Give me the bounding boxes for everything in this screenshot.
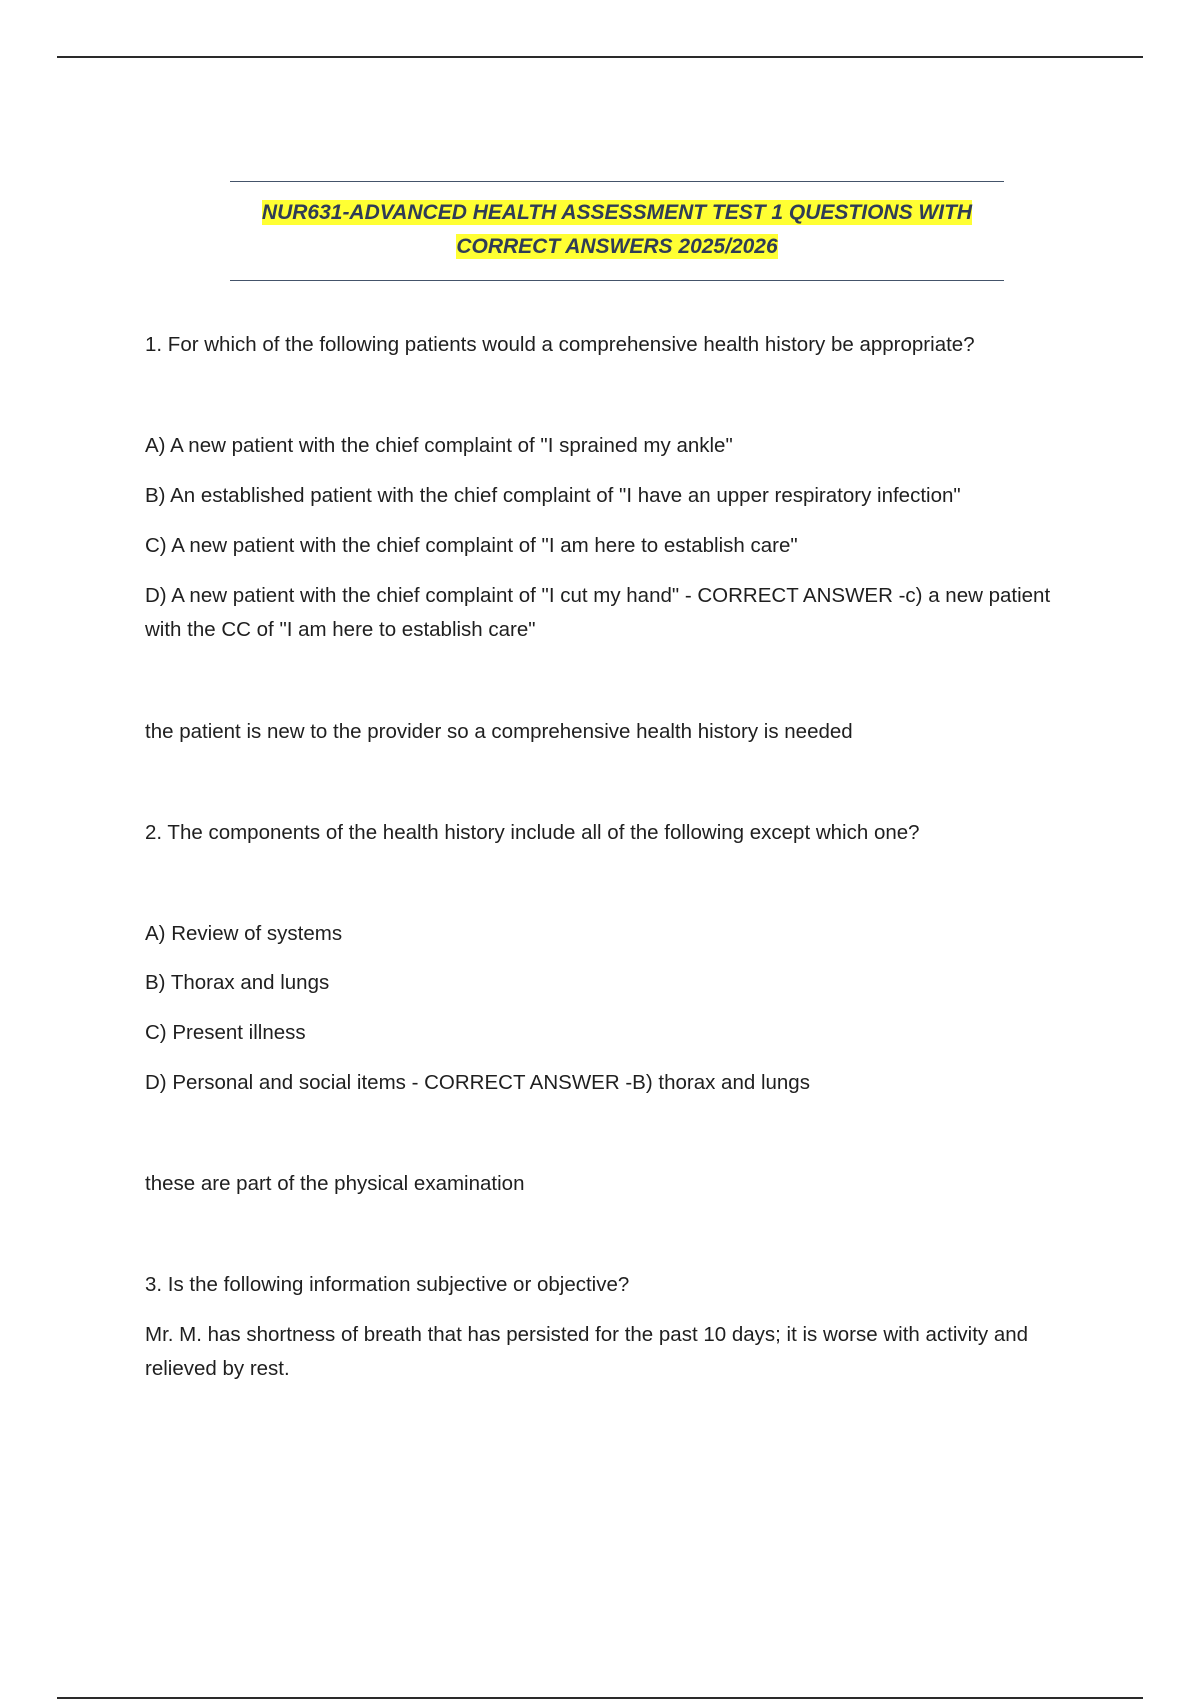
question-1-option-a: A) A new patient with the chief complaint of "I sprained my ankle"	[145, 434, 733, 457]
document-title-block	[230, 181, 1004, 281]
question-2-option-c: C) Present illness	[145, 1021, 306, 1044]
question-2-option-d-answer: D) Personal and social items - CORRECT ANSWER -B) thorax and lungs	[145, 1071, 810, 1094]
question-1-rationale: the patient is new to the provider so a comprehensive health history is needed	[145, 720, 853, 743]
page-top-rule	[57, 56, 1143, 58]
question-2-option-a: A) Review of systems	[145, 922, 343, 945]
question-1-text: 1. For which of the following patients would a comprehensive health history be appropriate?	[145, 333, 975, 356]
title-top-rule	[230, 181, 1004, 182]
question-3-text: 3. Is the following information subjective or objective?	[145, 1273, 630, 1296]
question-1-option-b: B) An established patient with the chief complaint of "I have an upper respiratory infection"	[145, 484, 961, 507]
question-3-stem: Mr. M. has shortness of breath that has persisted for the past 10 days; it is worse with activity and relieved by rest.	[145, 1323, 1029, 1380]
document-title	[230, 196, 1004, 264]
question-2-text: 2. The components of the health history include all of the following except which one?	[145, 821, 920, 844]
question-1-option-d-answer: D) A new patient with the chief complaint of "I cut my hand" - CORRECT ANSWER -c) a new patient with the CC of "I am here to establish care"	[145, 584, 1051, 641]
title-bottom-rule	[230, 280, 1004, 281]
question-1-option-c: C) A new patient with the chief complaint of "I am here to establish care"	[145, 534, 798, 557]
question-2-rationale: these are part of the physical examination	[145, 1172, 525, 1195]
document-title-line-1: NUR631-ADVANCED HEALTH ASSESSMENT TEST 1 QUESTIONS WITH	[261, 201, 973, 224]
document-title-line-2: CORRECT ANSWERS 2025/2026	[456, 235, 778, 258]
question-2-option-b: B) Thorax and lungs	[145, 971, 330, 994]
page-bottom-rule	[57, 1697, 1143, 1699]
